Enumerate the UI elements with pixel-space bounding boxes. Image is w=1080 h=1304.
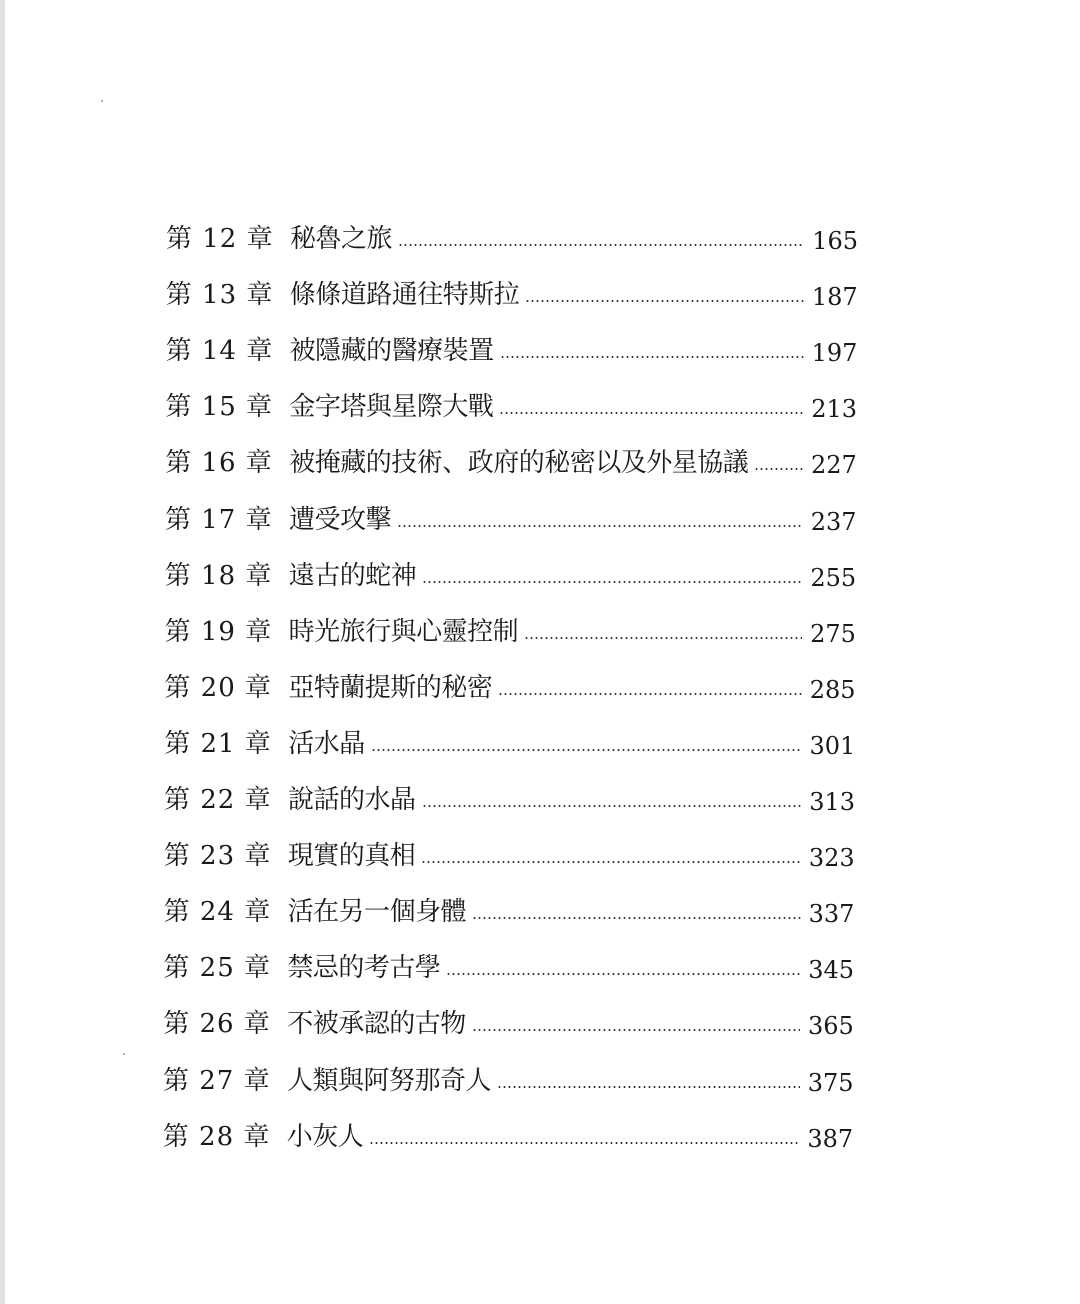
toc-entry [163,942,854,994]
page-number: 227 [810,451,857,480]
page-number: 337 [808,900,855,929]
chapter-label: 第 20 章 [164,672,273,703]
toc-entry [165,381,857,433]
chapter-label: 第 22 章 [164,785,272,815]
dot-leader [397,525,803,527]
chapter-title: 活水晶 [288,728,365,759]
page-edge-shadow [0,0,5,1304]
toc-entry [166,325,858,377]
chapter-title: 小灰人 [286,1121,364,1152]
toc-entry [166,269,858,321]
toc-entry [164,774,855,826]
page-number: 255 [810,563,857,592]
dot-leader [371,749,802,751]
page-number: 197 [811,339,858,368]
page-number: 301 [809,731,856,760]
toc-entry [166,213,858,265]
chapter-title: 遭受攻擊 [289,504,392,535]
chapter-label: 第 27 章 [163,1065,271,1096]
dot-leader [500,356,804,358]
dot-leader [498,693,801,695]
page-number: 165 [812,227,858,255]
page-number: 323 [808,844,855,873]
chapter-label: 第 17 章 [165,504,273,535]
chapter-label: 第 16 章 [165,448,273,479]
dot-leader [472,917,800,919]
chapter-title: 被隱藏的醫療裝置 [289,336,494,367]
page-number: 237 [810,507,857,536]
chapter-label: 第 15 章 [165,392,274,423]
chapter-title: 現實的真相 [287,841,416,872]
chapter-title: 人類與阿努那奇人 [287,1065,492,1096]
chapter-title: 時光旅行與心靈控制 [288,616,519,647]
chapter-label: 第 18 章 [164,560,273,591]
chapter-title: 遠古的蛇神 [288,560,417,591]
page-number: 285 [809,675,856,704]
dot-leader [525,300,804,302]
chapter-label: 第 12 章 [166,224,274,254]
chapter-title: 活在另一個身體 [287,897,467,928]
chapter-label: 第 24 章 [163,897,272,928]
scan-speck [123,1053,125,1055]
scan-speck [101,100,103,102]
toc-entry [164,718,855,770]
chapter-label: 第 14 章 [165,336,274,367]
toc-entry [164,886,855,938]
page-number: 213 [811,395,858,424]
chapter-title: 條條道路通往特斯拉 [289,280,520,311]
page-number: 365 [807,1012,854,1041]
dot-leader [398,244,804,246]
toc-entry [165,494,857,546]
chapter-label: 第 23 章 [163,841,272,872]
dot-leader [422,805,802,807]
chapter-title: 不被承認的古物 [287,1009,466,1040]
chapter-label: 第 13 章 [165,280,274,311]
dot-leader [754,468,803,470]
chapter-title: 亞特蘭提斯的秘密 [288,672,493,703]
dot-leader [369,1142,799,1144]
dot-leader [422,581,802,583]
dot-leader [421,861,801,863]
chapter-title: 秘魯之旅 [290,224,393,254]
toc-entry [163,998,854,1050]
toc-entry [163,1055,854,1107]
toc-entry [165,606,856,658]
toc-entry [165,550,856,602]
page-number: 345 [808,956,855,985]
dot-leader [446,973,800,975]
dot-leader [524,637,802,639]
page-number: 187 [811,283,858,312]
page-number: 375 [807,1068,854,1097]
chapter-label: 第 19 章 [164,616,273,647]
dot-leader [472,1029,800,1031]
chapter-label: 第 21 章 [164,728,272,759]
page-number: 275 [810,619,856,648]
chapter-title: 金字塔與星際大戰 [289,392,494,423]
toc-entry [165,437,857,489]
chapter-title: 禁忌的考古學 [287,953,441,984]
toc-entry [164,830,855,882]
chapter-label: 第 25 章 [163,953,272,984]
chapter-label: 第 28 章 [162,1121,271,1152]
dot-leader [497,1086,800,1088]
dot-leader [499,412,803,414]
toc-entry [164,662,855,714]
toc-entry [163,1111,853,1163]
chapter-title: 被掩藏的技術、政府的秘密以及外星協議 [289,448,749,479]
chapter-label: 第 26 章 [163,1009,271,1040]
chapter-title: 說話的水晶 [288,785,416,815]
page-number: 313 [809,788,855,816]
page-number: 387 [807,1124,854,1153]
